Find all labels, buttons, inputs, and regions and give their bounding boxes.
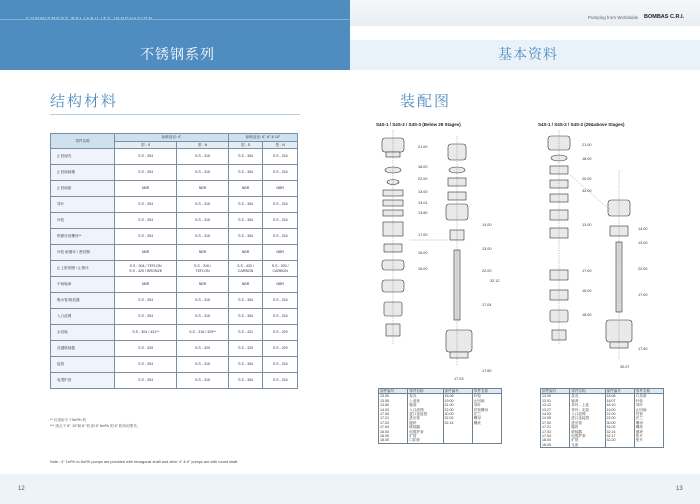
part-name-cell: 叶轮: [51, 213, 115, 229]
part-code: 22.00: [638, 267, 648, 271]
material-cell: S.S - 316: [177, 149, 229, 165]
diagram-2-label: S4S-1 / S4S-2 / S4S-3 (29&above Stages): [538, 122, 625, 127]
group-6in-header: 标称直径: 6", 8" & 10": [228, 134, 297, 142]
part-code: 18.00: [582, 313, 592, 317]
materials-section-rule: [50, 114, 300, 115]
materials-row: [51, 149, 298, 165]
left-page-title: 不锈钢系列: [140, 46, 215, 62]
right-header-bar: [350, 0, 700, 26]
materials-row: [51, 325, 298, 341]
material-cell: S.S - 329: [228, 341, 263, 357]
parts-names: 泵壳 上盖套 轴套 入口滤网 进口连接管 进出管 键块 联轴器 电缆护套 扩管 口扣套: [408, 394, 443, 443]
inlet-screen-shape: [446, 330, 472, 352]
part-code: 32.00: [582, 189, 592, 193]
part-code: 16.00: [582, 289, 592, 293]
materials-row: [51, 357, 298, 373]
parts-codes: 18.06 19.00 21.00 22.00 30.00 32.02 32.14: [443, 394, 472, 443]
parts-names: 口扣套 叶轮 导叶 止回阀 衬套 法兰 螺母 螺丝 键块 垫片 垫片: [634, 394, 663, 448]
material-cell: S.S - 316: [263, 213, 298, 229]
coupling-shape: [450, 352, 468, 358]
material-cell: NBR: [263, 245, 298, 261]
part-name-cell: 导叶: [51, 197, 115, 213]
material-cell: S.S - 316: [263, 165, 298, 181]
materials-row: [51, 309, 298, 325]
materials-section-title: 结构材料: [50, 93, 119, 110]
material-cell: NBR: [228, 181, 263, 197]
assembly-section-title: 装配图: [400, 93, 452, 110]
sub-s-header: 型 - S: [228, 142, 263, 149]
parts-head: 零件名称: [570, 389, 605, 394]
part-name-cell: 止回阀座: [51, 181, 115, 197]
material-cell: S.S - 316: [177, 213, 229, 229]
material-cell: S.S - 316: [263, 357, 298, 373]
materials-row: [51, 229, 298, 245]
part-code: 21.00: [582, 143, 592, 147]
parts-codes: 13.00 13.01 13.12 13.27 14.03 14.05 17.00 17.21 17.03 17.04 18.00 18.05: [541, 394, 570, 448]
materials-row: [51, 213, 298, 229]
materials-table: [50, 133, 298, 389]
diagram-1-exploded-view: [370, 130, 520, 385]
part-code: 32.12: [490, 279, 500, 283]
part-code: 17.00: [638, 293, 648, 297]
part-code: 17.00: [418, 233, 428, 237]
material-cell: S.S - 329: [263, 325, 298, 341]
material-cell: NBR: [115, 181, 177, 197]
part-name-cell: 电缆护套: [51, 373, 115, 389]
part-name-cell: 锁紧衬套螺母**: [51, 229, 115, 245]
part-code: 16.00: [418, 267, 428, 271]
right-footer-band: [350, 474, 700, 504]
part-code: 17.04: [482, 303, 492, 307]
materials-row: [51, 261, 298, 277]
materials-row: [51, 197, 298, 213]
part-code: 18.00: [582, 157, 592, 161]
part-code: 13.00: [638, 241, 648, 245]
material-cell: S.S - 304: [115, 165, 177, 181]
material-cell: S.S - 304: [115, 213, 177, 229]
material-cell: S.S - 304: [228, 213, 263, 229]
parts-names: 叶轮 止回阀 导叶 衬套螺母 法兰 螺母 螺丝: [472, 394, 501, 443]
material-cell: S.S - 304: [228, 293, 263, 309]
part-code: 17.00: [582, 269, 592, 273]
material-cell: S.S - 316: [177, 197, 229, 213]
material-cell: S.S - 304: [228, 149, 263, 165]
material-cell: NBR: [228, 245, 263, 261]
material-cell: S.S - 329: [115, 341, 177, 357]
material-cell: NBR: [263, 277, 298, 293]
material-cell: S.S - 316: [177, 293, 229, 309]
diagram-2-codes-left: [582, 143, 592, 317]
parts-codes: 13.00 13.55 13.60 14.03 17.00 17.21 17.03 17.04 16.00 16.05 18.00: [379, 394, 408, 443]
parts-head: 部件编号: [541, 389, 570, 394]
part-name-cell: 叶轮 耐磨环 / 密封圈: [51, 245, 115, 261]
materials-row: [51, 373, 298, 389]
materials-row: [51, 341, 298, 357]
part-code: 13.00: [482, 247, 492, 251]
part-code: 13.01: [418, 201, 428, 205]
footnote-1: ** 仅适用于 7.5m³/h 机: [50, 418, 86, 422]
material-cell: S.S - 304: [115, 357, 177, 373]
part-code: 18.00: [418, 165, 428, 169]
material-cell: S.S - 304: [115, 293, 177, 309]
material-cell: NBR: [228, 277, 263, 293]
part-name-cell: 入口滤网: [51, 309, 115, 325]
part-name-cell: 接管: [51, 357, 115, 373]
material-cell: S.S - 316: [263, 197, 298, 213]
material-cell: S.S - 316 / TEFLON: [177, 261, 229, 277]
material-cell: S.S - 304: [115, 309, 177, 325]
material-cell: S.S - 304: [115, 229, 177, 245]
part-code: 17.60: [482, 369, 492, 373]
footnote-2: *** 适合于 8", 10"和 6" 机 和 6" 8m³/h 的 6" 机所用型号。: [50, 424, 141, 428]
part-code: 21.00: [418, 145, 428, 149]
materials-row: [51, 245, 298, 261]
material-cell: S.S - 304: [228, 309, 263, 325]
parts-head: 部件编号: [379, 389, 408, 394]
material-cell: S.S - 431: [228, 325, 263, 341]
materials-row: [51, 293, 298, 309]
material-cell: S.S - 316: [263, 149, 298, 165]
diagram-2-exploded-view: [536, 130, 686, 385]
material-cell: S.S - 329: [263, 341, 298, 357]
material-cell: S.S - 329 / CARBON: [263, 261, 298, 277]
page-number-right: 13: [676, 486, 683, 492]
material-cell: S.S - 316: [263, 293, 298, 309]
diagram-1-label: S4S-1 / S4S-2 / S4S-3 (Below 29 Stages): [376, 122, 461, 127]
right-page-title: 基本资料: [498, 46, 558, 62]
part-name-cell: 止回阀阀瓣: [51, 165, 115, 181]
diagram-1-parts-table: [378, 388, 502, 444]
material-cell: S.S - 304 / TEFLON S.S - 420 / BRONZE: [115, 261, 177, 277]
material-cell: S.S - 304: [228, 165, 263, 181]
material-cell: S.S - 304: [115, 197, 177, 213]
right-header-band: [350, 0, 700, 70]
material-cell: S.S - 304: [228, 229, 263, 245]
sub-s-header: 型 - S: [115, 142, 177, 149]
part-name-cell: 止回阀壳: [51, 149, 115, 165]
material-cell: S.S - 304: [228, 197, 263, 213]
diagram-1-codes-left: [418, 145, 428, 271]
part-code: 13.60: [418, 211, 428, 215]
part-code: 22.00: [482, 269, 492, 273]
part-name-cell: 止上推垫圈 / 止推环: [51, 261, 115, 277]
materials-row: [51, 277, 298, 293]
part-code: 13.00: [418, 190, 428, 194]
material-cell: NBR: [177, 245, 229, 261]
part-code: 20.00: [582, 177, 592, 181]
material-cell: NBR: [177, 277, 229, 293]
parts-codes: 18.06 18.07 18.10 19.00 21.00 22.00 30.00 32.02 32.14 32.17 32.20: [605, 394, 634, 448]
diagram-2-parts-table: [540, 388, 664, 448]
materials-table-body: [51, 149, 298, 389]
material-cell: S.S - 316: [177, 165, 229, 181]
part-code: 17.60: [638, 347, 648, 351]
materials-row: [51, 165, 298, 181]
material-cell: S.S - 304 / 431**: [115, 325, 177, 341]
header-rule: [0, 19, 350, 20]
part-code: 16.00: [418, 251, 428, 255]
parts-head: 部件编号: [443, 389, 472, 394]
parts-head: 零件名称: [472, 389, 501, 394]
material-cell: S.S - 304: [228, 373, 263, 389]
material-cell: S.S - 304: [115, 149, 177, 165]
material-cell: S.S - 329: [177, 341, 229, 357]
parts-head: 部件编号: [605, 389, 634, 394]
material-cell: NBR: [115, 245, 177, 261]
sub-n-header: 型 - N: [177, 142, 229, 149]
left-footer-band: [0, 474, 350, 504]
material-cell: S.S - 316: [263, 229, 298, 245]
parts-names: 泵壳 轴套 导叶 - 上盖 导叶 - 支架 入口滤网 进口连接管 进出管 键块 联轴器 电缆护套 扩管 支座: [570, 394, 605, 448]
material-cell: S.S - 316: [263, 309, 298, 325]
parts-head: 零件名称: [408, 389, 443, 394]
brand-tagline: Pumping from Worldwide: [588, 15, 639, 20]
shaft-note: Note : 4" 1m³/h to 8m³/h pumps are provided with hexagonal shaft and other 4" & 6" pumps are with round shaft.: [50, 460, 239, 464]
left-header-band: [0, 0, 350, 70]
part-code: 17.03: [454, 377, 464, 381]
material-cell: NBR: [263, 181, 298, 197]
material-cell: S.S - 316: [177, 373, 229, 389]
material-cell: NBR: [177, 181, 229, 197]
part-code: 30.07: [620, 365, 630, 369]
part-name-cell: 水泵轴: [51, 325, 115, 341]
part-code: 22.00: [418, 177, 428, 181]
part-name-cell: 花键联轴器: [51, 341, 115, 357]
material-cell: S.S - 304: [228, 357, 263, 373]
parts-head: 零件名称: [634, 389, 663, 394]
material-cell: S.S - 316: [177, 309, 229, 325]
group-4in-header: 标称直径: 4": [115, 134, 229, 142]
material-cell: S.S - 420 / CARBON: [228, 261, 263, 277]
material-cell: S.S - 316 / 329**: [177, 325, 229, 341]
sub-n-header: 型 - N: [263, 142, 298, 149]
material-cell: S.S - 316: [263, 373, 298, 389]
material-cell: S.S - 316: [177, 357, 229, 373]
page-number-left: 12: [18, 486, 25, 492]
part-name-cell: 中间轴承: [51, 277, 115, 293]
part-code: 13.00: [582, 223, 592, 227]
material-cell: S.S - 304: [115, 373, 177, 389]
brand-logo-text: BOMBAS C.R.I.: [644, 14, 685, 20]
material-cell: S.S - 316: [177, 229, 229, 245]
part-code: 14.00: [482, 223, 492, 227]
part-code: 14.00: [638, 227, 648, 231]
col-part-header: 零件名称: [51, 134, 115, 149]
part-name-cell: 吸水管/排放器: [51, 293, 115, 309]
materials-row: [51, 181, 298, 197]
material-cell: NBR: [115, 277, 177, 293]
